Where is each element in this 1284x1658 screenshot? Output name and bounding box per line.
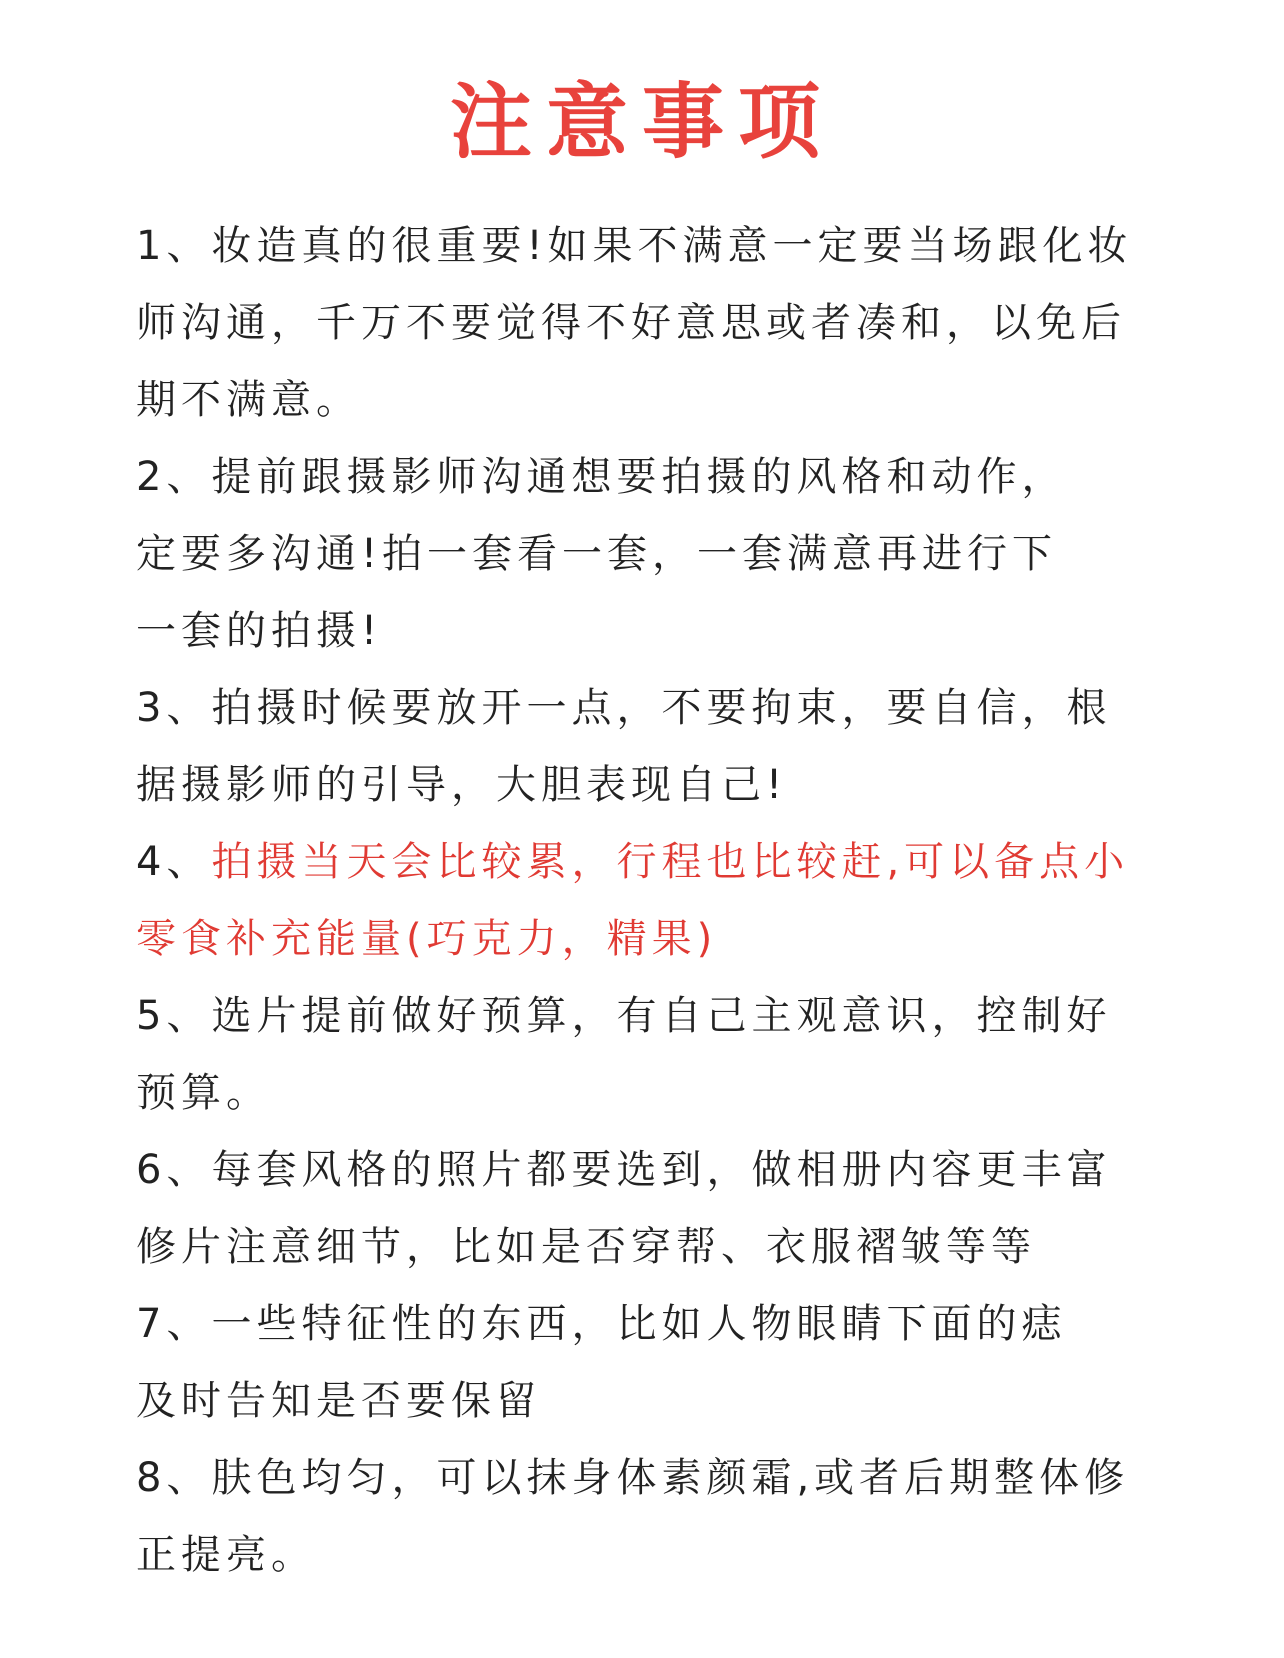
note-line: 预算。 — [136, 1070, 271, 1116]
note-line: 3、拍摄时候要放开一点，不要拘束，要自信，根 — [136, 685, 1112, 731]
page-title: 注意事项 — [449, 75, 834, 170]
note-line: 5、选片提前做好预算，有自己主观意识，控制好 — [136, 993, 1112, 1039]
note-line: 师沟通，千万不要觉得不好意思或者凑和，以免后 — [136, 300, 1126, 346]
note-line: 一套的拍摄! — [136, 608, 383, 654]
notes-body — [136, 208, 1156, 1594]
note-line: 及时告知是否要保留 — [136, 1378, 541, 1424]
note-line: 6、每套风格的照片都要选到，做相册内容更丰富 — [136, 1147, 1112, 1193]
note-line: 1、妆造真的很重要!如果不满意一定要当场跟化妆 — [136, 223, 1133, 269]
note-line: 8、肤色均匀，可以抹身体素颜霜,或者后期整体修 — [136, 1455, 1130, 1501]
note-line: 7、一些特征性的东西，比如人物眼睛下面的痣 — [136, 1301, 1067, 1347]
note-line: 定要多沟通!拍一套看一套，一套满意再进行下 — [136, 531, 1058, 577]
highlighted-text: 拍摄当天会比较累，行程也比较赶,可以备点小 — [211, 839, 1130, 885]
note-line-highlighted — [136, 824, 1156, 901]
note-line: 修片注意细节，比如是否穿帮、衣服褶皱等等 — [136, 1224, 1036, 1270]
note-line: 据摄影师的引导，大胆表现自己! — [136, 762, 788, 808]
note-line: 2、提前跟摄影师沟通想要拍摄的风格和动作， — [136, 454, 1067, 500]
note-line: 期不满意。 — [136, 377, 361, 423]
note-number: 4、 — [136, 839, 212, 885]
note-line-highlighted: 零食补充能量(巧克力，精果) — [136, 916, 718, 962]
note-line: 正提亮。 — [136, 1532, 316, 1578]
